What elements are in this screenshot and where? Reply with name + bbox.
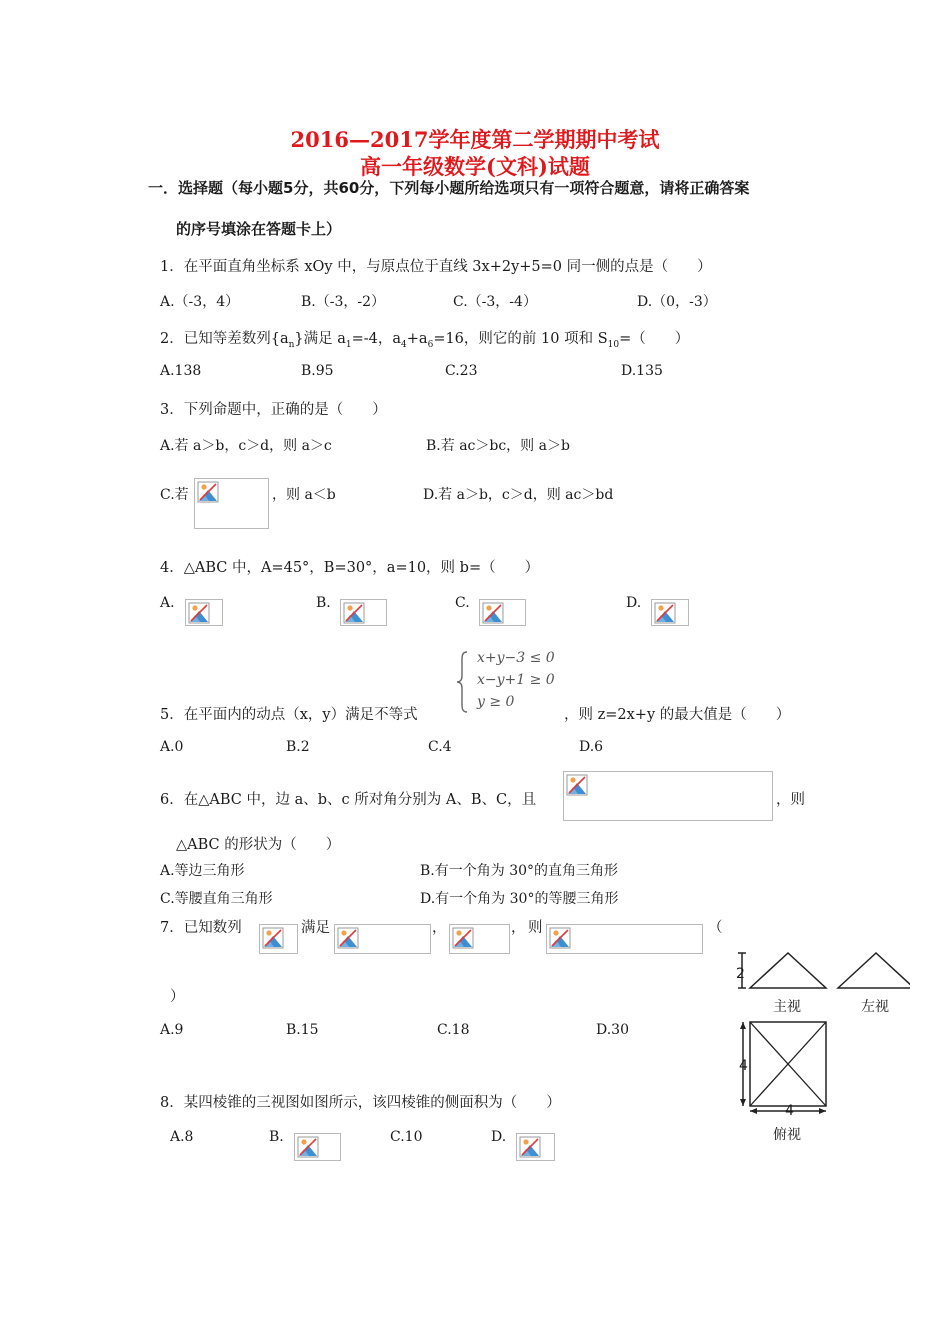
q5-option-d: D.6	[579, 739, 604, 755]
q3-option-d: D.若 a＞b，c＞d，则 ac＞bd	[423, 487, 614, 503]
front-view-label: 主视	[773, 999, 801, 1015]
q7-condition2-image	[449, 924, 510, 954]
side-view-triangle	[838, 953, 910, 988]
q4-option-c-label: C.	[455, 595, 470, 611]
section-heading: 一．选择题（每小题5分，共60分，下列每小题所给选项只有一项符合题意，请将正确答案	[148, 179, 750, 197]
q7-condition1-image	[334, 924, 431, 954]
q8-option-d-label: D.	[491, 1129, 507, 1145]
q1-option-a: A.（-3，4）	[160, 294, 240, 310]
section-heading-cont: 的序号填涂在答题卡上）	[176, 220, 342, 238]
inequality-3: y ≥ 0	[477, 694, 515, 710]
question-5-stem: 5．在平面内的动点（x，y）满足不等式	[160, 707, 418, 723]
dimension-bottom-label: 4	[785, 1103, 794, 1119]
q5-option-b: B.2	[286, 739, 310, 755]
question-7-stem: 7．已知数列	[160, 920, 242, 936]
q2-option-b: B.95	[301, 363, 334, 379]
exam-title-line2: 高一年级数学(文科)试题	[360, 154, 590, 179]
q4-option-c-image	[479, 599, 526, 626]
q2-option-d: D.135	[621, 363, 663, 379]
q3-option-c-text: ，则 a＜b	[272, 487, 336, 503]
dimension-height-label: 2	[736, 966, 745, 982]
question-7-satisfies: 满足	[301, 920, 330, 936]
q6-option-a: A.等边三角形	[160, 863, 245, 879]
q2-option-a: A.138	[160, 363, 202, 379]
q4-option-d-image	[651, 599, 689, 626]
q8-option-a: A.8	[170, 1129, 194, 1145]
q7-target-image	[546, 924, 703, 954]
q7-option-a: A.9	[160, 1022, 184, 1038]
q7-comma-1: ，	[432, 920, 447, 936]
q6-option-c: C.等腰直角三角形	[160, 891, 273, 907]
q4-option-d-label: D.	[626, 595, 642, 611]
q4-option-a-image	[185, 599, 223, 626]
q3-option-b: B.若 ac＞bc，则 a＞b	[426, 438, 570, 454]
inequality-2: x−y+1 ≥ 0	[477, 672, 555, 688]
q8-option-b-image	[294, 1133, 341, 1161]
q7-comma-2: ，	[511, 920, 526, 936]
q7-paren-open: （	[708, 920, 723, 936]
q1-option-b: B.（-3，-2）	[301, 294, 386, 310]
question-6-stem: 6．在△ABC 中，边 a、b、c 所对角分别为 A、B、C，且	[160, 792, 537, 808]
q7-sequence-image	[259, 924, 298, 954]
q7-option-c: C.18	[437, 1022, 470, 1038]
q5-option-a: A.0	[160, 739, 184, 755]
question-3-stem: 3．下列命题中，正确的是（ ）	[160, 402, 387, 418]
question-6-stem-line2: △ABC 的形状为（ ）	[176, 837, 341, 853]
q6-option-d: D.有一个角为 30°的等腰三角形	[420, 891, 619, 907]
q3-option-c-image	[194, 478, 269, 529]
inequality-brace	[454, 650, 470, 714]
question-5-stem-cont: ，则 z=2x+y 的最大值是（ ）	[564, 707, 791, 723]
q8-option-b-label: B.	[269, 1129, 284, 1145]
q8-option-c: C.10	[390, 1129, 423, 1145]
q8-option-d-image	[516, 1133, 555, 1161]
q4-option-b-label: B.	[316, 595, 331, 611]
q6-option-b: B.有一个角为 30°的直角三角形	[420, 863, 619, 879]
question-2-stem: 2．已知等差数列$\{a_n\}$满足 $a_1=-4$，$a_4+a_6=16$，则它的前 10 项和 $S_{10}=$（ ）	[160, 331, 690, 350]
front-view-triangle	[750, 953, 826, 988]
exam-title-line1: 2016—2017学年度第二学期期中考试	[290, 127, 660, 152]
question-8-stem: 8．某四棱锥的三视图如图所示，该四棱锥的侧面积为（ ）	[160, 1095, 561, 1111]
q1-option-d: D.（0，-3）	[637, 294, 717, 310]
top-view-label: 俯视	[773, 1127, 801, 1143]
q7-option-b: B.15	[286, 1022, 319, 1038]
q2-option-c: C.23	[445, 363, 478, 379]
q5-option-c: C.4	[428, 739, 452, 755]
question-7-then: 则	[528, 920, 543, 936]
dimension-side-label: 4	[739, 1058, 748, 1074]
q6-condition-image	[563, 771, 773, 821]
q3-option-a: A.若 a＞b，c＞d，则 a＞c	[160, 438, 332, 454]
q7-paren-close: ）	[170, 989, 185, 1005]
three-view-figure	[730, 945, 910, 1150]
question-4-stem: 4．△ABC 中，A=45°，B=30°，a=10，则 b=（ ）	[160, 560, 540, 576]
q7-option-d: D.30	[596, 1022, 629, 1038]
question-6-stem-cont: ，则	[776, 792, 805, 808]
question-1-stem: 1．在平面直角坐标系 xOy 中，与原点位于直线 3x+2y+5=0 同一侧的点是（ ）	[160, 259, 712, 275]
q4-option-a-label: A.	[160, 595, 175, 611]
q3-option-c-label: C.若	[160, 487, 189, 503]
q4-option-b-image	[340, 599, 387, 626]
side-view-label: 左视	[861, 999, 889, 1015]
q1-option-c: C.（-3，-4）	[453, 294, 537, 310]
inequality-1: x+y−3 ≤ 0	[477, 650, 555, 666]
